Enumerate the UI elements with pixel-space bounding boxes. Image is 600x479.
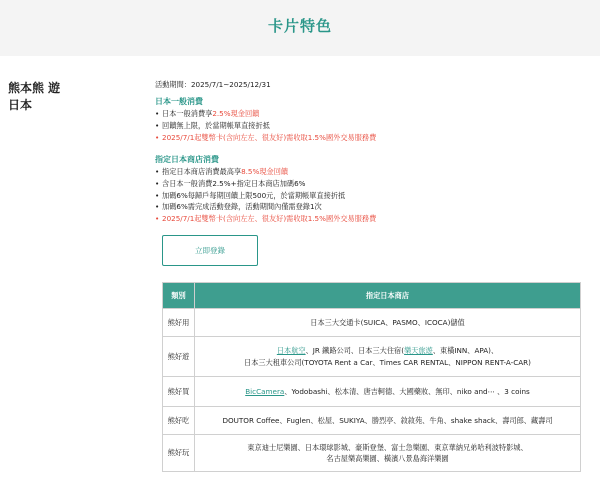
stores-cell: 日本三大交通卡(SUICA、PASMO、ICOCA)儲值	[195, 309, 581, 337]
stores-text: 、Yodobashi、松本清、唐吉軻德、大國藥妝、無印、niko and⋯ 、3 coins	[284, 386, 530, 396]
stores-line	[199, 345, 576, 357]
highlight-text: 2.5%現金回饋	[212, 109, 260, 119]
section-general-title: 日本一般消費	[155, 96, 203, 106]
highlight-text: 8.5%現金回饋	[241, 167, 289, 177]
campaign-period: 活動期間：2025/7/1~2025/12/31	[155, 80, 271, 89]
list-item: • 回饋無上限，於當期帳單直接折抵	[155, 120, 595, 132]
table-row	[163, 407, 581, 435]
stores-cell	[195, 337, 581, 377]
page-title: 卡片特色	[267, 17, 332, 35]
table-row	[163, 435, 581, 472]
stores-cell	[195, 435, 581, 472]
list-item-notice: • 2025/7/1起雙幣卡(含向左左、很友好)需收取1.5%國外交易服務費	[155, 132, 595, 144]
list-item: • 含日本一般消費2.5%+指定日本商店加碼6%	[155, 178, 595, 190]
stores-line: 東京迪士尼樂園、日本環球影城、豪斯登堡、富士急樂園、東京華納兄弟哈利波特影城、	[247, 442, 528, 452]
table-row	[163, 337, 581, 377]
table-row	[163, 309, 581, 337]
stores-cell: DOUTOR Coffee、Fuglen、松屋、SUKIYA、勝烈亭、敘敘苑、牛角、shake shack、壽司郎、藏壽司	[195, 407, 581, 435]
stores-text: 、東橫INN、APA)、	[432, 346, 499, 355]
category-cell: 熊好用	[163, 309, 195, 337]
stores-text: 、JR 鐵路公司、日本三大住宿(	[305, 346, 405, 355]
list-item: • 加碼6%每歸戶每期回饋上限500元，於當期帳單直接折抵	[155, 190, 595, 202]
header-bar	[0, 0, 600, 56]
store-link[interactable]: 樂天旅遊	[404, 346, 433, 355]
stores-line: 日本三大租車公司(TOYOTA Rent a Car、Times CAR RENTAL、NIPPON RENT-A-CAR)	[244, 357, 531, 367]
store-link[interactable]: BicCamera	[245, 386, 285, 396]
list-item: • 加碼6%需完成活動登錄，活動期間內僅需登錄1次	[155, 201, 595, 213]
stores-cell	[195, 377, 581, 407]
category-cell: 熊好玩	[163, 435, 195, 472]
register-button[interactable]: 立即登錄	[162, 235, 258, 266]
list-item	[155, 166, 595, 178]
category-cell: 熊好吃	[163, 407, 195, 435]
table-header-row	[163, 283, 581, 309]
category-cell: 熊好買	[163, 377, 195, 407]
table-row	[163, 377, 581, 407]
feature-content	[155, 79, 595, 225]
section-designated-title: 指定日本商店消費	[155, 154, 219, 164]
stores-line: 名古屋樂高樂園、橫濱八景島海洋樂園	[326, 454, 449, 463]
column-header-stores: 指定日本商店	[195, 283, 581, 309]
list-item	[155, 108, 595, 120]
store-table	[162, 282, 581, 472]
store-link[interactable]: 日本航空	[276, 346, 306, 355]
list-item-notice: • 2025/7/1起雙幣卡(含向左左、很友好)需收取1.5%國外交易服務費	[155, 213, 595, 225]
card-name: 熊本熊 遊日本	[8, 81, 61, 112]
bullet-text: 日本一般消費享	[162, 109, 213, 119]
column-header-category: 類別	[163, 283, 195, 309]
category-cell: 熊好遊	[163, 337, 195, 377]
bullet-text: 指定日本商店消費最高享	[162, 167, 242, 177]
